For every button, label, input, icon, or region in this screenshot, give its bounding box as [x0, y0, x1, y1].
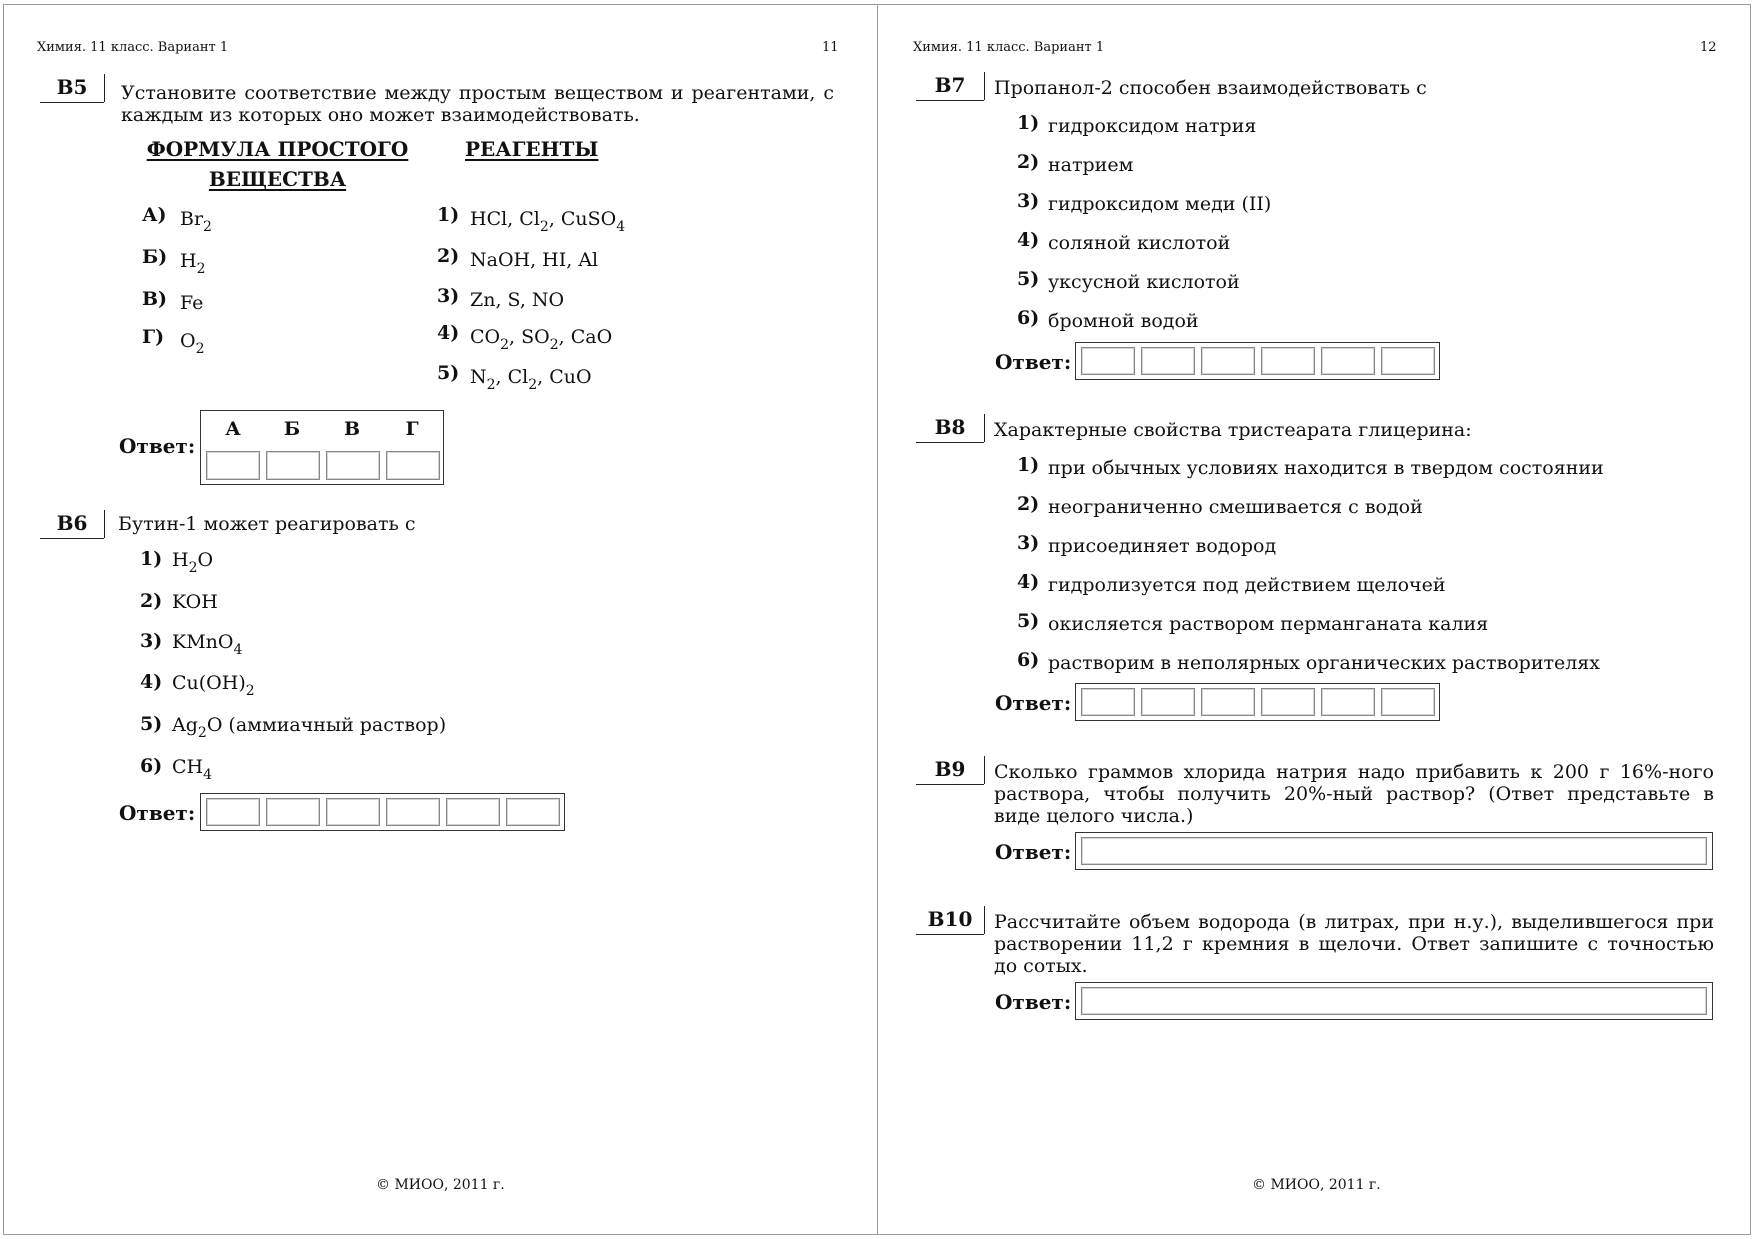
option-label: 4) — [140, 671, 163, 693]
answer-cell[interactable] — [1261, 347, 1315, 375]
option-label: 5) — [140, 713, 163, 735]
option-text: уксусной кислотой — [1048, 271, 1240, 293]
option-label: 3) — [140, 630, 163, 652]
answer-cell[interactable] — [1081, 688, 1135, 716]
reagent-label: 1) — [437, 204, 460, 226]
option-text: гидроксидом меди (II) — [1048, 193, 1272, 215]
column-header-substance-line2: ВЕЩЕСТВА — [208, 167, 347, 191]
question-b6-tag: B6 — [40, 512, 104, 539]
left-footer-copyright: © МИОО, 2011 г. — [376, 1177, 505, 1193]
option-label: 2) — [1017, 493, 1040, 515]
left-page-number: 11 — [822, 40, 839, 55]
option-text: натрием — [1048, 154, 1134, 176]
question-b6-divider — [104, 510, 105, 538]
answer-label-b7: Ответ: — [995, 350, 1072, 374]
answer-grid-b8 — [1075, 683, 1440, 721]
right-footer-copyright: © МИОО, 2011 г. — [1252, 1177, 1381, 1193]
substance-label: Б) — [142, 246, 168, 268]
option-text: KMnO$_4$ — [172, 631, 243, 658]
question-b10-tag: B10 — [916, 908, 984, 935]
question-b5-text: Установите соответствие между простым веществом и реагентами, с каждым из которых оно может взаимодействовать. — [121, 82, 834, 126]
option-label: 4) — [1017, 229, 1040, 251]
answer-cell[interactable] — [1381, 688, 1435, 716]
reagent-formula: HCl, $Cl_2$, CuSO$_4$ — [470, 208, 626, 235]
question-b8-divider — [984, 414, 985, 442]
option-text: гидроксидом натрия — [1048, 115, 1257, 137]
reagent-formula: $CO_2$, $SO_2$, CaO — [470, 326, 613, 353]
question-b9-divider — [984, 756, 985, 784]
reagent-label: 3) — [437, 285, 460, 307]
answer-grid-b6 — [200, 793, 565, 831]
answer-cell-v[interactable] — [326, 451, 380, 480]
question-b7-text: Пропанол-2 способен взаимодействовать с — [994, 77, 1427, 99]
reagent-label: 4) — [437, 322, 460, 344]
question-b9-tag: B9 — [916, 758, 984, 785]
answer-header-b: Б — [283, 418, 301, 440]
column-header-substance-line1: ФОРМУЛА ПРОСТОГО — [146, 137, 409, 161]
answer-cell[interactable] — [1201, 688, 1255, 716]
reagent-formula: $N_2$, $Cl_2$, CuO — [470, 366, 592, 393]
substance-formula: $O_2$ — [180, 330, 205, 357]
answer-cell-b[interactable] — [266, 451, 320, 480]
answer-label-b6: Ответ: — [119, 801, 196, 825]
option-text: $Ag_2O$ (аммиачный раствор) — [172, 714, 447, 741]
option-label: 1) — [1017, 112, 1040, 134]
answer-box-b10 — [1075, 982, 1713, 1020]
answer-cell[interactable] — [386, 798, 440, 826]
column-header-reagents: РЕАГЕНТЫ — [465, 137, 599, 161]
substance-formula: Fe — [180, 292, 204, 314]
option-text: присоединяет водород — [1048, 535, 1277, 557]
option-label: 2) — [1017, 151, 1040, 173]
reagent-formula: NaOH, HI, Al — [470, 249, 599, 271]
substance-label: А) — [142, 204, 167, 226]
answer-table-b5 — [200, 410, 444, 485]
option-label: 3) — [1017, 532, 1040, 554]
reagent-formula: Zn, S, NO — [470, 289, 565, 311]
question-b8-text: Характерные свойства тристеарата глицерина: — [994, 419, 1472, 441]
answer-cell[interactable] — [206, 798, 260, 826]
answer-cell[interactable] — [326, 798, 380, 826]
answer-label-b10: Ответ: — [995, 990, 1072, 1014]
option-text: бромной водой — [1048, 310, 1199, 332]
option-text: KOH — [172, 591, 218, 613]
option-label: 1) — [140, 548, 163, 570]
option-text: $CH_4$ — [172, 756, 213, 783]
answer-input-b10[interactable] — [1081, 987, 1707, 1015]
question-b10-divider — [984, 906, 985, 934]
option-text: окисляется раствором перманганата калия — [1048, 613, 1489, 635]
right-page-number: 12 — [1700, 40, 1717, 55]
answer-cell[interactable] — [1321, 688, 1375, 716]
option-text: неограниченно смешивается с водой — [1048, 496, 1423, 518]
answer-header-a: А — [225, 418, 241, 440]
substance-label: В) — [142, 288, 168, 310]
answer-box-b9 — [1075, 832, 1713, 870]
answer-cell[interactable] — [1081, 347, 1135, 375]
question-b7-divider — [984, 72, 985, 100]
option-label: 1) — [1017, 454, 1040, 476]
option-text: соляной кислотой — [1048, 232, 1231, 254]
question-b8-tag: B8 — [916, 416, 984, 443]
substance-formula: $H_2$ — [180, 250, 206, 277]
answer-cell[interactable] — [1381, 347, 1435, 375]
substance-label: Г) — [142, 326, 165, 348]
option-label: 5) — [1017, 268, 1040, 290]
question-b10-text: Рассчитайте объем водорода (в литрах, при н.у.), выделившегося при растворении 11,2 г кремния в щелочи. Ответ запишите с точностью до сотых. — [994, 911, 1714, 977]
option-text: при обычных условиях находится в твердом состоянии — [1048, 457, 1604, 479]
question-b5-divider — [104, 74, 105, 102]
answer-cell[interactable] — [1141, 347, 1195, 375]
answer-cell[interactable] — [1261, 688, 1315, 716]
answer-cell[interactable] — [446, 798, 500, 826]
answer-cell[interactable] — [266, 798, 320, 826]
substance-formula: $Br_2$ — [180, 208, 212, 235]
left-page — [3, 4, 878, 1235]
reagent-label: 5) — [437, 362, 460, 384]
answer-cell-a[interactable] — [206, 451, 260, 480]
right-header-title: Химия. 11 класс. Вариант 1 — [913, 40, 1105, 55]
option-label: 4) — [1017, 571, 1040, 593]
answer-input-b9[interactable] — [1081, 837, 1707, 865]
option-text: растворим в неполярных органических растворителях — [1048, 652, 1601, 674]
option-text: $H_2O$ — [172, 549, 214, 576]
answer-label-b5: Ответ: — [119, 434, 196, 458]
question-b6-text: Бутин-1 может реагировать с — [118, 513, 416, 535]
answer-cell[interactable] — [1141, 688, 1195, 716]
answer-header-g: Г — [405, 418, 419, 440]
option-label: 2) — [140, 590, 163, 612]
option-text: $Cu(OH)_2$ — [172, 672, 255, 699]
question-b7-tag: B7 — [916, 74, 984, 101]
answer-cell-g[interactable] — [386, 451, 440, 480]
answer-cell[interactable] — [1321, 347, 1375, 375]
answer-label-b9: Ответ: — [995, 840, 1072, 864]
answer-cell[interactable] — [506, 798, 560, 826]
option-text: гидролизуется под действием щелочей — [1048, 574, 1446, 596]
left-header-title: Химия. 11 класс. Вариант 1 — [37, 40, 229, 55]
answer-label-b8: Ответ: — [995, 691, 1072, 715]
option-label: 5) — [1017, 610, 1040, 632]
option-label: 3) — [1017, 190, 1040, 212]
answer-grid-b7 — [1075, 342, 1440, 380]
reagent-label: 2) — [437, 245, 460, 267]
question-b5-tag: B5 — [40, 76, 104, 103]
question-b9-text: Сколько граммов хлорида натрия надо прибавить к 200 г 16%-ного раствора, чтобы получить 20%-ный раствор? (Ответ представьте в виде целого числа.) — [994, 761, 1714, 827]
column-header-substance — [140, 134, 415, 194]
answer-header-v: В — [343, 418, 361, 440]
option-label: 6) — [1017, 307, 1040, 329]
option-label: 6) — [140, 755, 163, 777]
answer-cell[interactable] — [1201, 347, 1255, 375]
option-label: 6) — [1017, 649, 1040, 671]
